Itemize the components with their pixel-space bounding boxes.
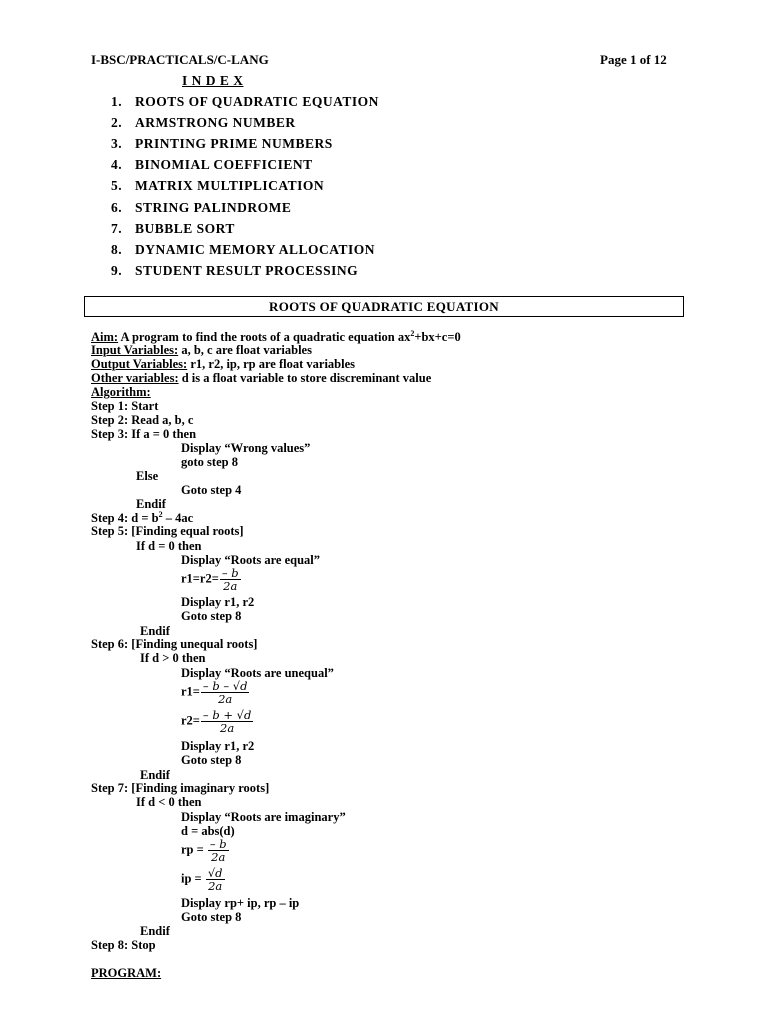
aim-text: A program to find the roots of a quadratic equation ax	[118, 330, 411, 345]
fraction-denominator: 2a	[211, 850, 226, 864]
fraction-denominator: 2a	[208, 879, 223, 893]
fraction	[208, 838, 229, 863]
index-item-number: 5.	[111, 178, 123, 193]
input-variables-line	[91, 343, 312, 358]
step-7-goto: Goto step 8	[181, 910, 242, 924]
step-3-goto-4: Goto step 4	[181, 483, 242, 497]
step-6-if: If d > 0 then	[140, 651, 206, 665]
section-title-box	[84, 296, 684, 317]
index-item-label: STRING PALINDROME	[135, 200, 292, 215]
fraction-denominator: 2a	[220, 721, 235, 735]
index-item	[111, 94, 379, 110]
step-3-else: Else	[136, 469, 159, 483]
step-7-rp-lhs: rp =	[181, 842, 207, 857]
program-label: PROGRAM:	[91, 966, 162, 980]
fraction-denominator: 2a	[218, 692, 233, 706]
index-item-number: 7.	[111, 221, 123, 236]
step-6-r1-formula	[181, 680, 249, 705]
output-variables-text: r1, r2, ip, rp are float variables	[187, 357, 356, 371]
step-5-formula	[181, 567, 241, 592]
step-3-display: Display “Wrong values”	[181, 441, 311, 455]
step-6-display-2: Display r1, r2	[181, 739, 255, 753]
step-4-text-end: – 4ac	[162, 511, 194, 526]
index-item-number: 2.	[111, 115, 123, 130]
step-7-if: If d < 0 then	[136, 795, 202, 809]
index-item-label: BINOMIAL COEFFICIENT	[135, 157, 313, 172]
step-7-abs: d = abs(d)	[181, 824, 235, 838]
fraction	[201, 709, 253, 734]
index-item-number: 4.	[111, 157, 123, 172]
index-item-number: 3.	[111, 136, 123, 151]
fraction	[206, 867, 225, 892]
fraction	[220, 567, 241, 592]
step-7-ip-formula	[181, 867, 225, 892]
step-6-display: Display “Roots are unequal”	[181, 666, 334, 680]
output-variables-label: Output Variables:	[91, 357, 188, 371]
step-6: Step 6: [Finding unequal roots]	[91, 637, 258, 651]
fraction-denominator: 2a	[223, 579, 238, 593]
step-5-display-2: Display r1, r2	[181, 595, 255, 609]
step-3: Step 3: If a = 0 then	[91, 427, 197, 441]
fraction-numerator: √d	[207, 866, 223, 880]
aim-sup: 2	[410, 329, 415, 338]
index-item-label: ROOTS OF QUADRATIC EQUATION	[135, 94, 379, 109]
step-7: Step 7: [Finding imaginary roots]	[91, 781, 270, 795]
step-6-r1-lhs: r1=	[181, 684, 200, 699]
index-item	[111, 263, 358, 279]
step-7-ip-lhs: ip =	[181, 871, 205, 886]
index-item	[111, 221, 235, 237]
index-item-label: ARMSTRONG NUMBER	[135, 115, 296, 130]
output-variables-line	[91, 357, 355, 372]
index-item	[111, 136, 333, 152]
aim-label: Aim:	[91, 330, 119, 345]
document-header-left: I-BSC/PRACTICALS/C-LANG	[91, 52, 269, 67]
algorithm-label: Algorithm:	[91, 385, 151, 399]
index-item-number: 9.	[111, 263, 123, 278]
fraction	[201, 680, 250, 705]
index-item	[111, 178, 324, 194]
step-1: Step 1: Start	[91, 399, 159, 413]
step-5-goto: Goto step 8	[181, 609, 242, 623]
step-2: Step 2: Read a, b, c	[91, 413, 194, 427]
step-5-endif: Endif	[140, 624, 170, 638]
step-5: Step 5: [Finding equal roots]	[91, 524, 244, 538]
index-item-number: 1.	[111, 94, 123, 109]
step-5-formula-lhs: r1=r2=	[181, 571, 219, 586]
other-variables-line	[91, 371, 431, 386]
step-4-sup: 2	[158, 510, 163, 519]
other-variables-label: Other variables:	[91, 371, 179, 385]
step-6-goto: Goto step 8	[181, 753, 242, 767]
fraction-numerator: – b + √d	[202, 708, 252, 722]
index-item	[111, 115, 296, 131]
index-title: I N D E X	[182, 73, 244, 88]
step-5-if: If d = 0 then	[136, 539, 202, 553]
index-item-label: BUBBLE SORT	[135, 221, 235, 236]
index-item-label: PRINTING PRIME NUMBERS	[135, 136, 333, 151]
step-6-endif: Endif	[140, 768, 170, 782]
section-title: ROOTS OF QUADRATIC EQUATION	[269, 299, 499, 314]
step-3-goto: goto step 8	[181, 455, 238, 469]
index-item	[111, 242, 375, 258]
index-item-number: 6.	[111, 200, 123, 215]
index-item-label: MATRIX MULTIPLICATION	[135, 178, 325, 193]
index-item	[111, 200, 291, 216]
step-5-display: Display “Roots are equal”	[181, 553, 321, 567]
index-item	[111, 157, 313, 173]
fraction-numerator: – b	[221, 566, 239, 580]
step-3-endif: Endif	[136, 497, 166, 511]
fraction-numerator: – b – √d	[202, 679, 248, 693]
index-item-label: DYNAMIC MEMORY ALLOCATION	[135, 242, 376, 257]
index-item-label: STUDENT RESULT PROCESSING	[135, 263, 359, 278]
other-variables-text: d is a float variable to store discreminant value	[178, 371, 432, 385]
step-7-display: Display “Roots are imaginary”	[181, 810, 346, 824]
index-item-number: 8.	[111, 242, 123, 257]
step-4-text: Step 4: d = b	[91, 511, 159, 526]
input-variables-label: Input Variables:	[91, 343, 179, 357]
page-number: Page 1 of 12	[600, 52, 667, 67]
step-8: Step 8: Stop	[91, 938, 156, 952]
aim-text-end: +bx+c=0	[414, 330, 461, 345]
step-7-endif: Endif	[140, 924, 170, 938]
step-6-r2-lhs: r2=	[181, 713, 200, 728]
step-6-r2-formula	[181, 709, 253, 734]
step-7-display-2: Display rp+ ip, rp – ip	[181, 896, 300, 910]
step-7-rp-formula	[181, 838, 229, 863]
fraction-numerator: – b	[209, 837, 227, 851]
input-variables-text: a, b, c are float variables	[178, 343, 312, 357]
